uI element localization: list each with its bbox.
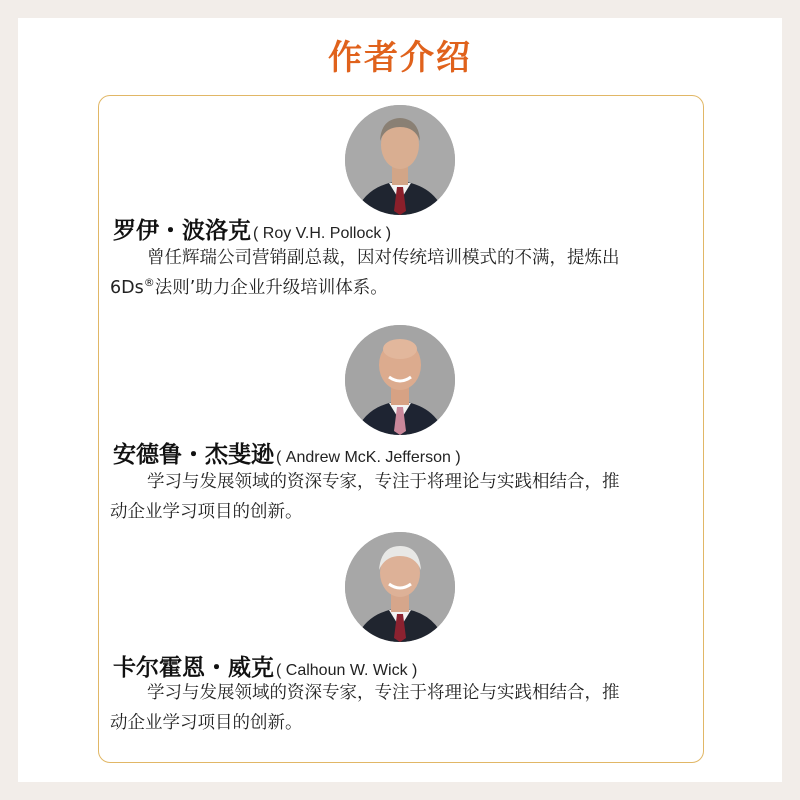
author-2-name-cn: 安德鲁・杰斐逊 xyxy=(113,441,274,468)
author-1-desc-line-2-rest: 法则’助力企业升级培训体系。 xyxy=(154,278,388,298)
author-3-description xyxy=(110,678,692,738)
author-3-portrait xyxy=(345,532,455,642)
page-title: 作者介绍 xyxy=(328,38,472,78)
author-2-portrait xyxy=(345,325,455,435)
author-3-name-cn: 卡尔霍恩・威克 xyxy=(113,654,274,681)
author-3-desc-line-2: 动企业学习项目的创新。 xyxy=(110,713,303,733)
author-1-desc-line-1: 曾任辉瑞公司营销副总裁，因对传统培训模式的不满，提炼出 xyxy=(147,248,620,268)
author-1-name-cn: 罗伊・波洛克 xyxy=(113,217,251,244)
author-3-name-en: ( Calhoun W. Wick ) xyxy=(276,662,418,679)
author-2-name xyxy=(113,436,461,469)
author-1-desc-line-2 xyxy=(110,273,692,303)
author-1-name xyxy=(113,212,391,245)
sixds-text: 6Ds xyxy=(110,278,144,298)
author-1-portrait xyxy=(345,105,455,215)
author-1-name-en: ( Roy V.H. Pollock ) xyxy=(253,225,392,242)
author-1-description xyxy=(110,243,692,303)
author-2-desc-line-1: 学习与发展领域的资深专家，专注于将理论与实践相结合，推 xyxy=(147,472,620,492)
author-2-name-en: ( Andrew McK. Jefferson ) xyxy=(276,449,461,466)
author-2-desc-line-2: 动企业学习项目的创新。 xyxy=(110,502,303,522)
registered-mark: ® xyxy=(143,276,155,290)
author-2-description xyxy=(110,467,692,527)
author-3-desc-line-1: 学习与发展领域的资深专家，专注于将理论与实践相结合，推 xyxy=(147,683,620,703)
